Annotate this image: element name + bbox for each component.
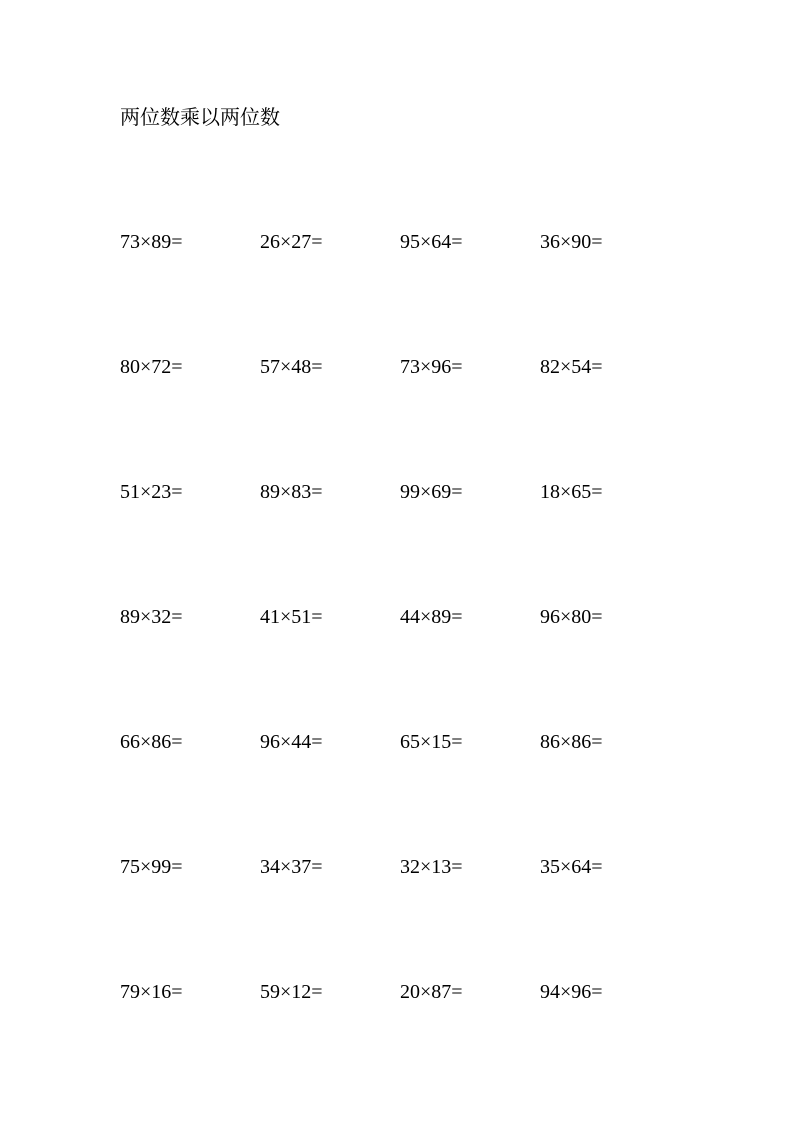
problem-cell: 99×69= [400, 481, 463, 503]
problem-cell: 73×89= [120, 231, 183, 253]
problem-cell: 32×13= [400, 856, 463, 878]
problem-row [120, 480, 680, 605]
problem-cell: 41×51= [260, 606, 323, 628]
problem-cell: 73×96= [400, 356, 463, 378]
problem-row [120, 355, 680, 480]
problem-cell: 96×44= [260, 731, 323, 753]
problem-cell: 89×83= [260, 481, 323, 503]
problem-cell: 44×89= [400, 606, 463, 628]
problem-cell: 36×90= [540, 231, 603, 253]
problem-cell: 75×99= [120, 856, 183, 878]
problem-cell: 94×96= [540, 981, 603, 1003]
worksheet-title: 两位数乘以两位数 [120, 105, 280, 129]
problem-cell: 57×48= [260, 356, 323, 378]
problem-cell: 66×86= [120, 731, 183, 753]
problem-cell: 26×27= [260, 231, 323, 253]
problem-cell: 96×80= [540, 606, 603, 628]
problem-grid [120, 230, 680, 1105]
problem-row [120, 980, 680, 1105]
problem-cell: 51×23= [120, 481, 183, 503]
problem-cell: 95×64= [400, 231, 463, 253]
problem-cell: 79×16= [120, 981, 183, 1003]
problem-cell: 82×54= [540, 356, 603, 378]
problem-row [120, 730, 680, 855]
problem-row [120, 855, 680, 980]
problem-cell: 59×12= [260, 981, 323, 1003]
problem-cell: 89×32= [120, 606, 183, 628]
problem-row [120, 605, 680, 730]
problem-cell: 35×64= [540, 856, 603, 878]
problem-cell: 18×65= [540, 481, 603, 503]
problem-cell: 20×87= [400, 981, 463, 1003]
problem-cell: 65×15= [400, 731, 463, 753]
problem-cell: 80×72= [120, 356, 183, 378]
problem-cell: 34×37= [260, 856, 323, 878]
problem-cell: 86×86= [540, 731, 603, 753]
problem-row [120, 230, 680, 355]
